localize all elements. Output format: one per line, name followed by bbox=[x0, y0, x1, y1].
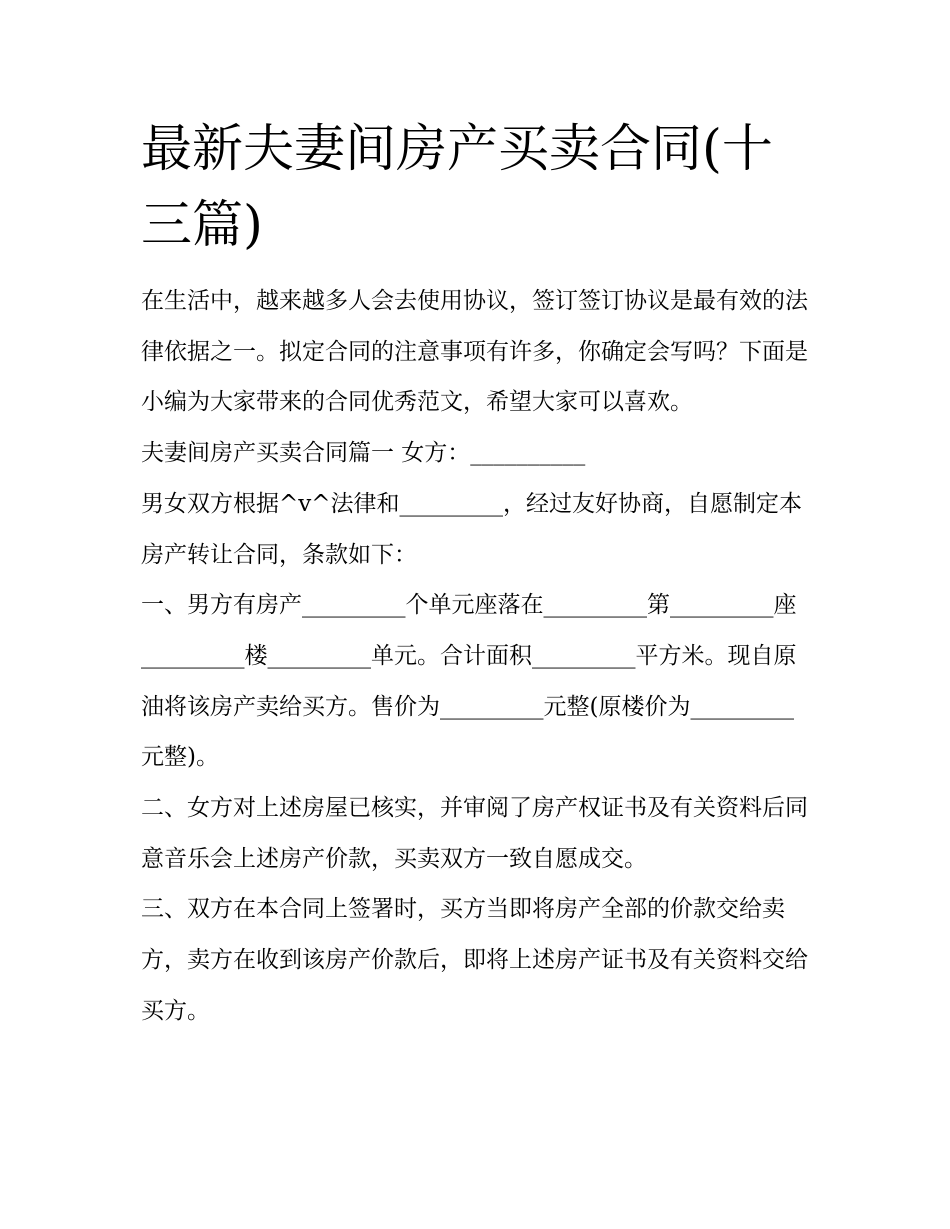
document-body bbox=[141, 276, 813, 1037]
section-heading-paragraph: 夫妻间房产买卖合同篇一 女方：__________ bbox=[141, 440, 586, 467]
document-title: 最新夫妻间房产买卖合同(十三篇) bbox=[141, 120, 773, 255]
clause-three-paragraph: 三、双方在本合同上签署时，买方当即将房产全部的价款交给卖方，卖方在收到该房产价款后，即将上述房产证书及有关资料交给买方。 bbox=[141, 896, 808, 1024]
intro-paragraph: 在生活中，越来越多人会去使用协议，签订签订协议是最有效的法律依据之一。拟定合同的注意事项有许多，你确定会写吗？下面是小编为大家带来的合同优秀范文，希望大家可以喜欢。 bbox=[141, 288, 808, 416]
clause-one-paragraph: 一、男方有房产_________个单元座落在_________第_________座_________楼_________单元。合计面积_________平方米。现自原油将该房产卖给买方。售价为_________元整(原楼价为_________元整)。 bbox=[141, 592, 797, 771]
clause-two-paragraph: 二、女方对上述房屋已核实，并审阅了房产权证书及有关资料后同意音乐会上述房产价款，买卖双方一致自愿成交。 bbox=[141, 795, 808, 872]
preamble-paragraph: 男女双方根据^v^法律和_________，经过友好协商，自愿制定本房产转让合同，条款如下： bbox=[141, 490, 803, 568]
